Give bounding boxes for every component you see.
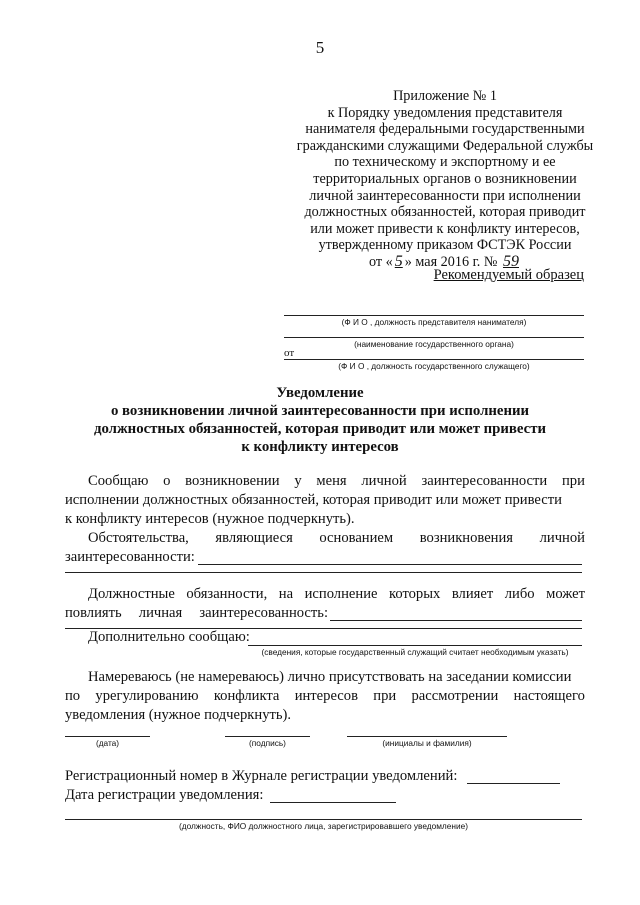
word: личная — [138, 605, 183, 621]
handwritten-day: 5 — [394, 252, 403, 270]
circumstances-line-2 — [65, 572, 582, 573]
p2-line1 — [88, 530, 585, 547]
signature-caption: (подпись) — [249, 738, 286, 748]
appendix-line: по техническому и экспортному и ее — [334, 154, 556, 171]
title-line: о возникновении личной заинтересованности при исполнении — [110, 403, 530, 419]
appendix-line: нанимателя федеральными государственными — [305, 121, 585, 138]
agency-line — [284, 337, 584, 338]
word: урегулированию — [95, 688, 199, 704]
word: по — [65, 688, 81, 704]
appendix-line: или может привести к конфликту интересов, — [310, 220, 580, 237]
registration-date-label: Дата регистрации уведомления: — [65, 787, 264, 803]
appendix-line: территориальных органов о возникновении — [313, 170, 577, 187]
appendix-line: личной заинтересованности при исполнении — [309, 187, 581, 204]
word: являющиеся — [215, 530, 293, 546]
from-label: от — [284, 347, 295, 359]
title-line: должностных обязанностей, которая приводит или может привести — [93, 421, 547, 437]
p5-line2 — [65, 688, 585, 705]
appendix-line: утвержденному приказом ФСТЭК России — [318, 237, 572, 254]
word: заинтересованности — [421, 473, 548, 489]
p5-line1: Намереваюсь (не намереваюсь) лично присутствовать на заседании комиссии — [88, 669, 572, 685]
fio-employee-line — [284, 359, 584, 360]
word: интересов — [294, 688, 358, 704]
word: Сообщаю — [88, 473, 149, 489]
word: обязанности, — [186, 586, 268, 602]
duties-line — [330, 620, 582, 621]
handwritten-number: 59 — [502, 252, 519, 270]
p1-line1 — [88, 473, 585, 490]
appendix-line: гражданскими служащими Федеральной службы — [296, 137, 594, 154]
p2-line2-label: заинтересованности: — [65, 549, 195, 565]
p3-line1 — [88, 586, 585, 603]
word: о — [163, 473, 171, 489]
date-caption: (дата) — [95, 738, 120, 748]
registration-number-label: Регистрационный номер в Журнале регистрации уведомлений: — [65, 768, 458, 784]
word: конфликта — [213, 688, 280, 704]
appendix-line: Приложение № 1 — [393, 88, 497, 104]
word: при — [373, 688, 397, 704]
word: заинтересованность: — [199, 605, 328, 621]
official-line — [65, 819, 582, 820]
official-caption: (должность, ФИО должностного лица, зарегистрировавшего уведомление) — [179, 821, 468, 831]
appendix-line: к Порядку уведомления представителя — [327, 104, 563, 121]
word: возникновения — [419, 530, 514, 546]
word: может — [546, 586, 585, 602]
word: основанием — [319, 530, 394, 546]
additional-info-line — [248, 645, 582, 646]
p4-label: Дополнительно сообщаю: — [88, 629, 250, 645]
word: возникновении — [185, 473, 280, 489]
recommended-sample: Рекомендуемый образец — [433, 267, 584, 283]
p3-line2 — [65, 605, 328, 622]
agency-caption: (наименование государственного органа) — [354, 339, 514, 349]
word: повлиять — [65, 605, 122, 621]
word: Должностные — [88, 586, 175, 602]
registration-number-line — [467, 783, 560, 784]
date-mid: » мая 2016 г. № — [404, 253, 498, 270]
signature-line — [225, 736, 310, 737]
word: личной — [361, 473, 407, 489]
title-line: Уведомление — [276, 385, 364, 401]
additional-info-caption: (сведения, которые государственный служащий считает необходимым указать) — [261, 647, 569, 657]
word: личной — [539, 530, 585, 546]
title-line: к конфликту интересов — [241, 439, 399, 455]
fio-employee-caption: (Ф И О , должность государственного служащего) — [338, 361, 530, 371]
name-sign-line — [347, 736, 507, 737]
word: на — [278, 586, 294, 602]
circumstances-line — [198, 564, 582, 565]
notice-title — [0, 384, 640, 456]
word: при — [561, 473, 585, 489]
word: которых — [389, 586, 441, 602]
p5-line3: уведомления (нужное подчеркнуть). — [65, 707, 292, 723]
word: Обстоятельства, — [88, 530, 189, 546]
name-caption: (инициалы и фамилия) — [382, 738, 472, 748]
fio-employer-caption: (Ф И О , должность представителя нанимателя) — [341, 317, 527, 327]
date-sign-line — [65, 736, 150, 737]
word: либо — [504, 586, 535, 602]
p1-line3: к конфликту интересов (нужное подчеркнуть). — [65, 511, 355, 527]
date-prefix: от « — [369, 253, 393, 270]
fio-employer-line — [284, 315, 584, 316]
word: исполнение — [304, 586, 378, 602]
word: настоящего — [513, 688, 585, 704]
appendix-block — [290, 88, 600, 271]
page-number: 5 — [315, 38, 325, 57]
registration-date-line — [270, 802, 396, 803]
word: у — [294, 473, 302, 489]
appendix-line: должностных обязанностей, которая приводит — [304, 204, 586, 221]
p1-line2: исполнении должностных обязанностей, которая приводит или может привести — [65, 492, 562, 508]
word: рассмотрении — [411, 688, 499, 704]
word: влияет — [451, 586, 494, 602]
word: меня — [316, 473, 347, 489]
